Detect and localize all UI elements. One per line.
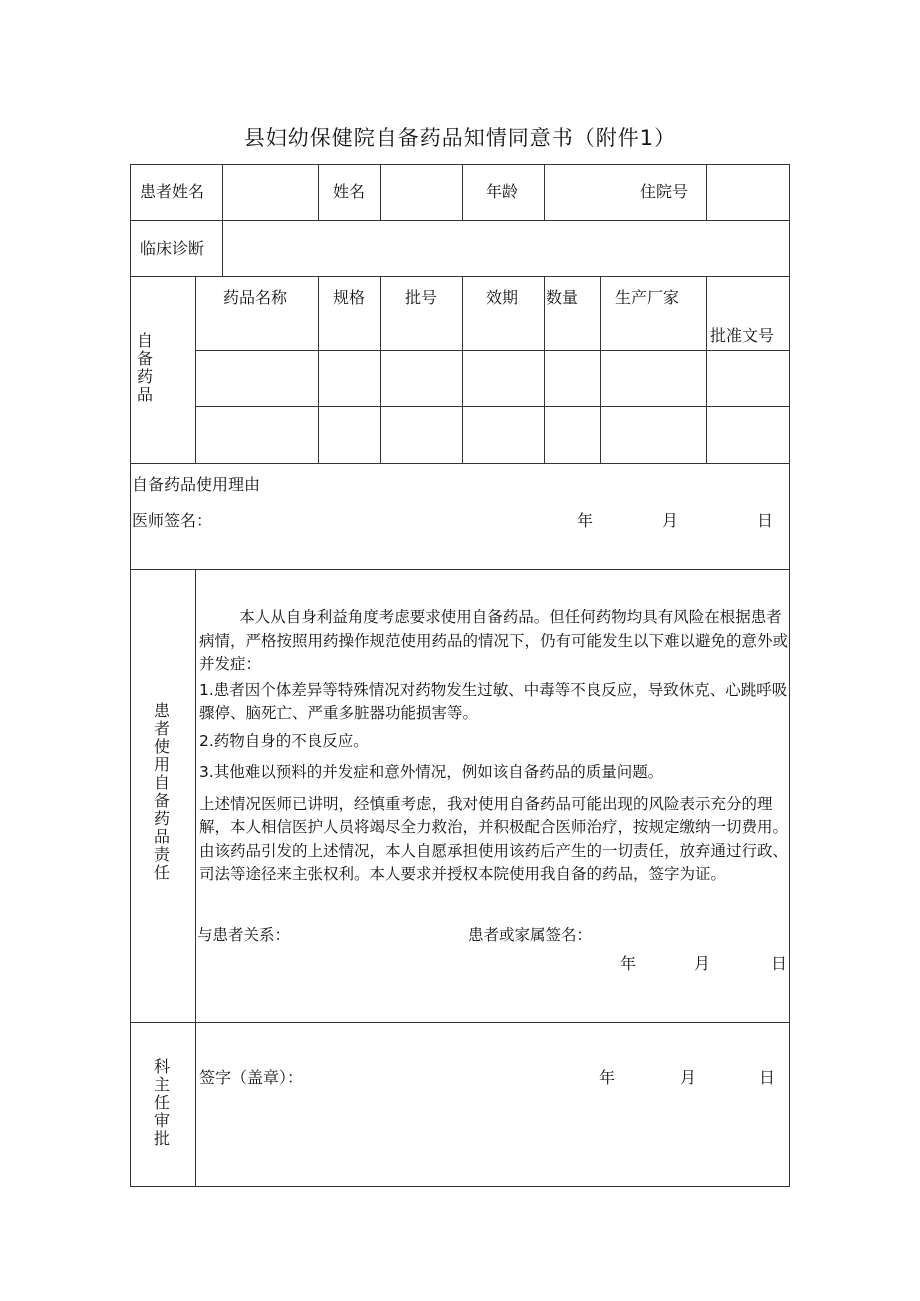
responsibility-text — [199, 606, 788, 887]
signer-label: 患者或家属签名： — [468, 926, 593, 944]
doctor-sign-label: 医师签名： — [132, 511, 213, 530]
col-divider — [195, 276, 196, 464]
name-label: 姓名 — [333, 182, 366, 201]
col-divider — [462, 276, 463, 464]
responsibility-section-label: 患者使用自备药品责任 — [153, 701, 170, 882]
table-border-top — [130, 164, 790, 165]
patient-name-label: 患者姓名 — [140, 182, 205, 201]
reason-year: 年 — [577, 511, 594, 530]
col-divider — [318, 276, 319, 464]
resp-month: 月 — [694, 954, 711, 973]
table-border-left — [130, 164, 131, 1187]
col-divider — [318, 164, 319, 221]
consent-paragraph: 上述情况医师已讲明，经慎重考虑，我对使用自备药品可能出现的风险表示充分的理解，本人相信医护人员将竭尽全力救治，并积极配合医师治疗，按规定缴纳一切费用。由该药品引发的上述情况，本人自愿承担使用该药后产生的一切责任，放弃通过行政、司法等途径来主张权利。本人要求并授权本院使用我自备的药品，签字为证。 — [199, 794, 789, 883]
col-divider — [544, 164, 545, 221]
reason-label: 自备药品使用理由 — [132, 475, 261, 494]
resp-year: 年 — [620, 954, 637, 973]
inpatient-no-label: 住院号 — [640, 182, 689, 201]
col-divider — [380, 276, 381, 464]
risk-item-2: 2.药物自身的不良反应。 — [199, 731, 369, 750]
medicine-section-label: 自备药品 — [136, 331, 153, 404]
col-divider — [222, 164, 223, 221]
col-header-expiry: 效期 — [486, 288, 519, 307]
col-divider — [380, 164, 381, 221]
diagnosis-label: 临床诊断 — [140, 239, 205, 258]
row-divider — [195, 406, 790, 407]
row-divider — [130, 463, 790, 464]
col-header-manufacturer: 生产厂家 — [615, 288, 680, 307]
col-header-quantity: 数量 — [546, 288, 579, 307]
age-label: 年龄 — [486, 182, 519, 201]
risk-paragraph: 本人从自身利益角度考虑要求使用自备药品。但任何药物均具有风险在根据患者病情，严格按照用药操作规范使用药品的情况下，仍有可能发生以下难以避免的意外或并发症： — [199, 608, 789, 673]
approval-month: 月 — [680, 1068, 697, 1087]
approval-section-label: 科主任审批 — [153, 1057, 170, 1148]
reason-day: 日 — [757, 511, 774, 530]
risk-item-3: 3.其他难以预料的并发症和意外情况，例如该自备药品的质量问题。 — [199, 763, 664, 781]
col-divider — [706, 276, 707, 464]
consent-form-table — [130, 164, 790, 1187]
table-border-right — [789, 164, 790, 1187]
col-header-approval-no: 批准文号 — [710, 326, 775, 345]
approval-sign-label: 签字（盖章）： — [199, 1068, 304, 1087]
col-divider — [222, 220, 223, 277]
approval-day: 日 — [759, 1068, 776, 1087]
row-divider — [195, 350, 790, 351]
col-divider — [544, 276, 545, 464]
relation-label: 与患者关系： — [197, 926, 291, 944]
table-border-bottom — [130, 1186, 790, 1187]
col-divider — [706, 164, 707, 221]
row-divider — [130, 276, 790, 277]
col-divider — [195, 569, 196, 1187]
col-header-batch: 批号 — [405, 288, 438, 307]
col-header-drug-name: 药品名称 — [223, 288, 288, 307]
col-divider — [600, 276, 601, 464]
col-header-spec: 规格 — [333, 288, 366, 307]
row-divider — [130, 220, 790, 221]
col-divider — [462, 164, 463, 221]
reason-month: 月 — [662, 511, 679, 530]
approval-year: 年 — [599, 1068, 616, 1087]
risk-item-1: 1.患者因个体差异等特殊情况对药物发生过敏、中毒等不良反应，导致休克、心跳呼吸骤停、脑死亡、严重多脏器功能损害等。 — [199, 680, 788, 722]
row-divider — [130, 569, 790, 570]
resp-day: 日 — [771, 954, 788, 973]
row-divider — [130, 1022, 790, 1023]
page-title: 县妇幼保健院自备药品知情同意书（附件1） — [243, 126, 677, 150]
